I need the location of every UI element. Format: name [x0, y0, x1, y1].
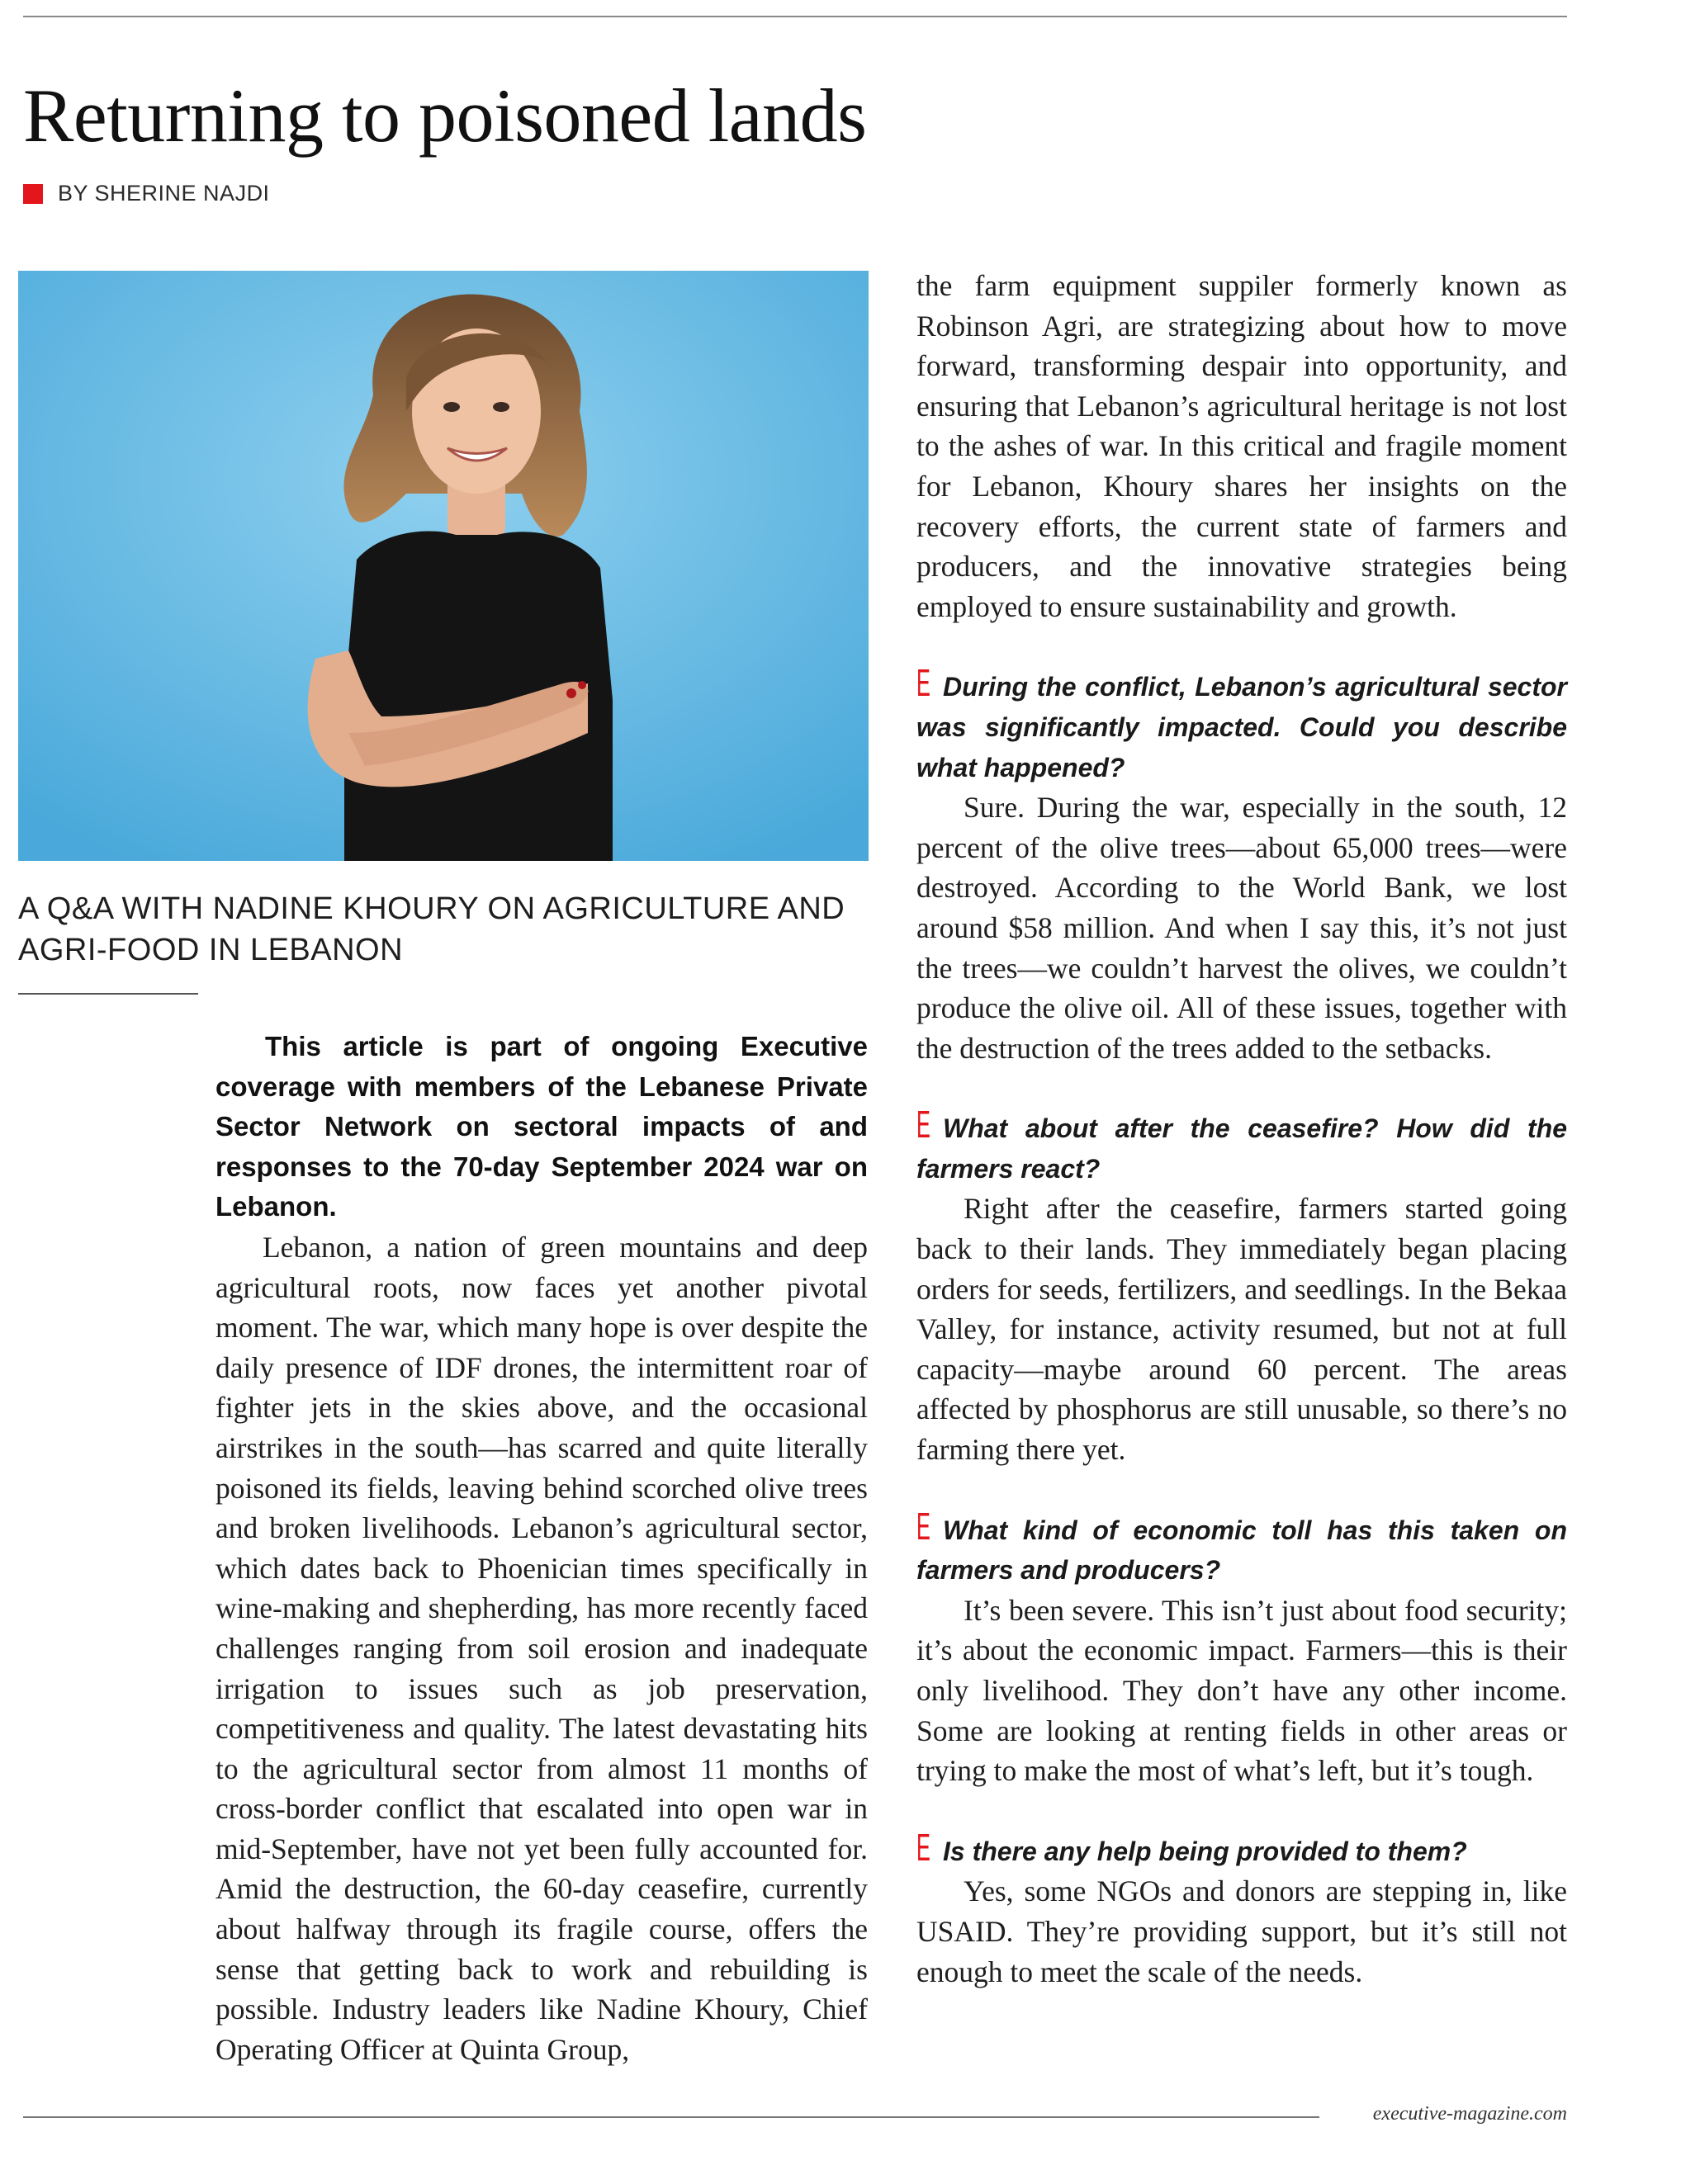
qa-question — [916, 661, 1567, 787]
byline-marker — [23, 184, 43, 204]
qa-answer: Yes, some NGOs and donors are stepping in, like USAID. They’re providing support, but it’s still not enough to meet the scale of the needs. — [916, 1874, 1567, 1988]
footer-rule — [23, 2116, 1319, 2118]
question-text: What kind of economic toll has this taken on farmers and producers? — [916, 1515, 1567, 1586]
question-marker: E — [916, 1504, 930, 1548]
question-marker: E — [916, 661, 930, 705]
spacer — [916, 1068, 1567, 1108]
question-marker: E — [916, 1103, 930, 1146]
column-left — [215, 1027, 868, 2069]
question-marker: E — [916, 1825, 930, 1869]
qa-question — [916, 1825, 1567, 1872]
qa-answer: It’s been severe. This isn’t just about food security; it’s about the economic impact. Farmers—this is their only livelihood. They don’t have any other income. Some are looking at renting fields in other areas or trying to make the most of what’s left, but it’s tough. — [916, 1593, 1567, 1788]
intro-paragraph: Lebanon, a nation of green mountains and deep agricultural roots, now faces yet another pivotal moment. The war, which many hope is over despite the daily presence of IDF drones, the intermittent roar of fighter jets in the skies above, and the occasional airstrikes in the south—has scarred and quite literally poisoned its fields, leaving behind scorched olive trees and broken livelihoods. Lebanon’s agricultural sector, which dates back to Phoenician times specifically in wine-making and shepherding, has more recently faced challenges ranging from soil erosion and inadequate irrigation to issues such as job preservation, competitiveness and quality. The latest devastating hits to the agricultural sector from almost 11 months of cross-border conflict that escalated into open war in mid-September, have not yet been fully accounted for. Amid the destruction, the 60-day ceasefire, currently about halfway through its fragile course, offers the sense that getting back to work and rebuilding is possible. Industry leaders like Nadine Khoury, Chief Operating Officer at Quinta Group, — [215, 1230, 868, 2066]
question-text: During the conflict, Lebanon’s agricultural sector was significantly impacted. Could you describe what happened? — [916, 672, 1567, 782]
portrait-illustration — [18, 271, 869, 861]
spacer — [916, 1791, 1567, 1831]
question-text: Is there any help being provided to them? — [943, 1836, 1467, 1866]
top-rule — [23, 16, 1567, 17]
intro-continued-paragraph: the farm equipment suppiler formerly known as Robinson Agri, are strategizing about how to move forward, transforming despair into opportunity, and ensuring that Lebanon’s agricultural heritage is not lost to the ashes of war. In this critical and fragile moment for Lebanon, Khoury shares her insights on the recovery efforts, the current state of farmers and producers, and the innovative strategies being employed to ensure sustainability and growth. — [916, 269, 1567, 623]
qa-answer: Sure. During the war, especially in the south, 12 percent of the olive trees—about 65,000 trees—were destroyed. According to the World Bank, we lost around $58 million. And when I say this, it’s not just the trees—we couldn’t harvest the olives, we couldn’t produce the olive oil. All of these issues, together with the destruction of the trees added to the setbacks. — [916, 791, 1567, 1065]
column-right — [916, 266, 1567, 1992]
byline — [23, 181, 270, 206]
article-lead: This article is part of ongoing Executive coverage with members of the Lebanese Private Sector Network on sectoral impacts of and responses to the 70-day September 2024 war on Lebanon. — [215, 1031, 868, 1222]
article-subhead: A Q&A WITH NADINE KHOURY ON AGRICULTURE AND AGRI-FOOD IN LEBANON — [18, 891, 845, 967]
qa-question — [916, 1504, 1567, 1591]
subhead-rule — [18, 993, 198, 995]
portrait-photo — [18, 271, 869, 861]
qa-answer: Right after the ceasefire, farmers started going back to their lands. They immediately began placing orders for seeds, fertilizers, and seedlings. In the Bekaa Valley, for instance, activity resumed, but not at full capacity—maybe around 60 percent. The areas affected by phosphorus are still unusable, so there’s no farming there yet. — [916, 1192, 1567, 1467]
question-text: What about after the ceasefire? How did the farmers react? — [916, 1113, 1567, 1184]
footer-site: executive-magazine.com — [1372, 2103, 1567, 2125]
qa-question — [916, 1103, 1567, 1189]
byline-text: BY SHERINE NAJDI — [58, 181, 270, 206]
spacer — [916, 1470, 1567, 1510]
spacer — [916, 626, 1567, 666]
article-title: Returning to poisoned lands — [23, 73, 867, 158]
